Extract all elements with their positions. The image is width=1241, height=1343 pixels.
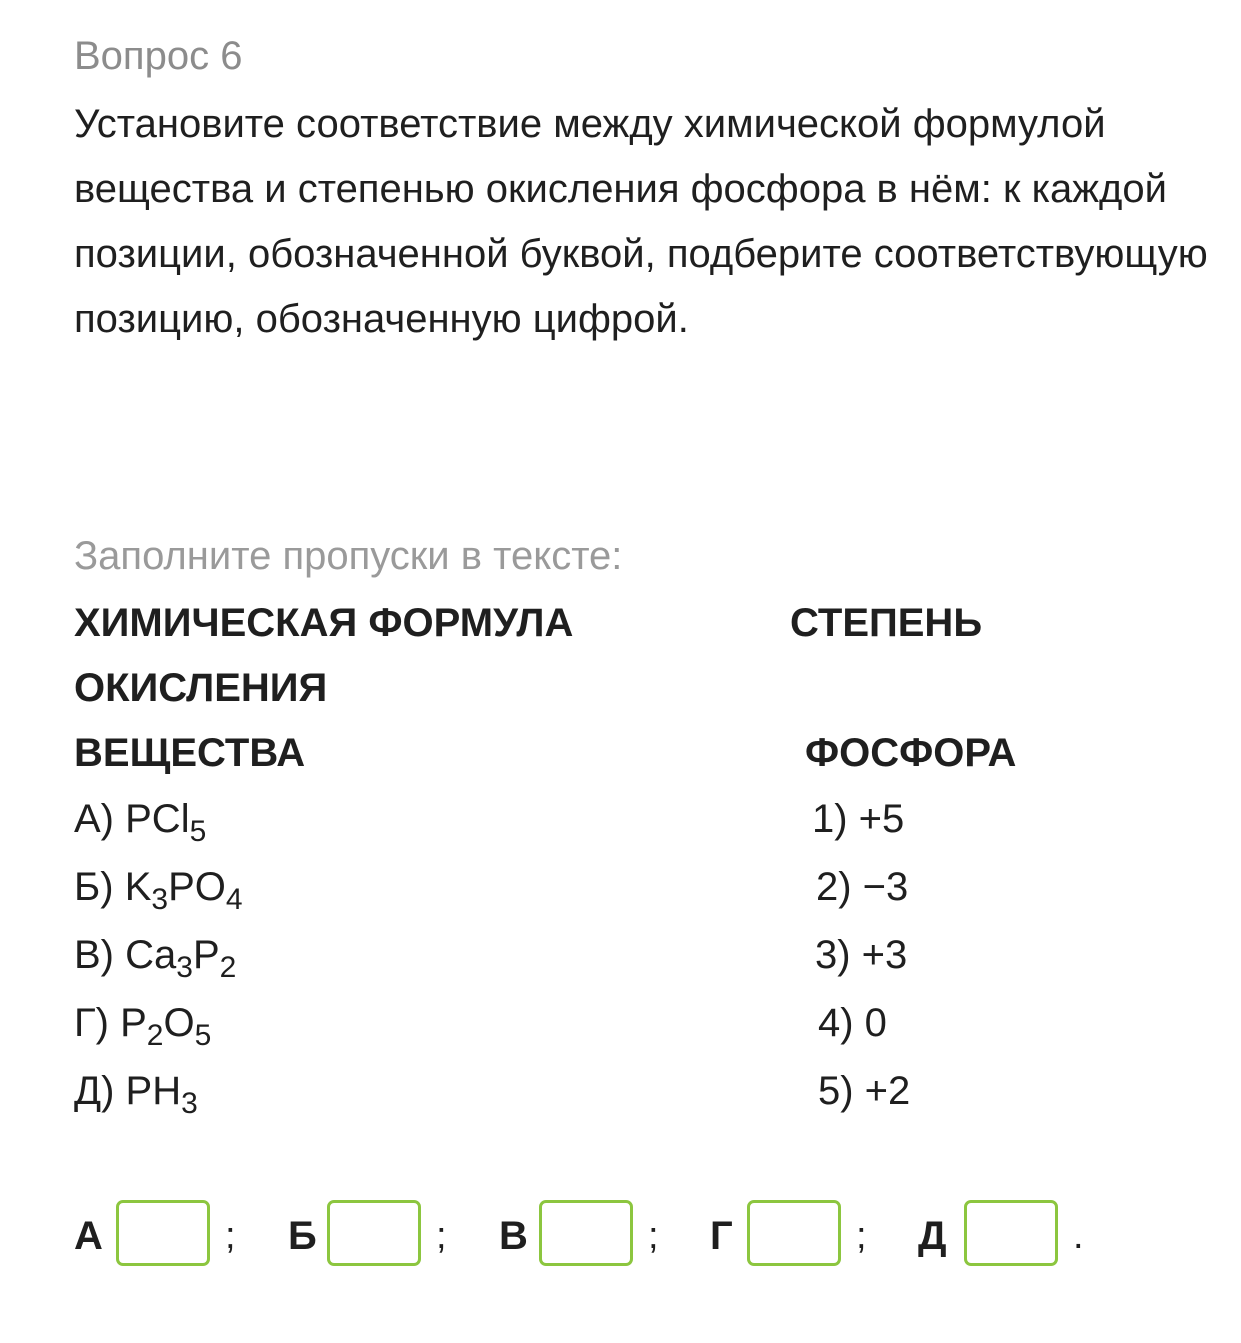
chemical-formula: $Ca_3P_2$ [125,933,237,984]
answer-separator: ; [648,1215,659,1257]
answer-input-d[interactable] [964,1200,1058,1266]
chemical-formula: PCl$_5$ [125,797,207,848]
oxidation-state-item: 2) −3 [816,865,909,909]
chemical-formula: $PH_3$ [125,1069,198,1120]
answer-separator: ; [225,1215,236,1257]
answer-input-a[interactable] [116,1200,210,1266]
header-oxidation-line3: ФОСФОРА [805,731,1017,775]
answer-label-a: А [74,1214,103,1258]
answer-input-b[interactable] [327,1200,421,1266]
substance-item: Б) $K_3PO_4$ [74,865,243,916]
header-formula-line1: ХИМИЧЕСКАЯ ФОРМУЛА [74,601,574,645]
answer-label-d: Д [918,1214,947,1258]
fill-prompt: Заполните пропуски в тексте: [74,534,623,578]
header-formula-line2: ОКИСЛЕНИЯ [74,666,328,710]
substance-item: А) PCl$_5$ [74,797,207,848]
header-formula-line3: ВЕЩЕСТВА [74,731,306,775]
answer-label-g: Г [710,1214,733,1258]
answer-period: . [1073,1215,1084,1257]
answer-row [0,1200,1241,1272]
answer-input-v[interactable] [539,1200,633,1266]
chemical-formula: $K_3PO_4$ [124,865,243,916]
oxidation-state-item: 5) +2 [818,1069,911,1113]
answer-input-g[interactable] [747,1200,841,1266]
substance-item: В) $Ca_3P_2$ [74,933,237,984]
header-oxidation-line1: СТЕПЕНЬ [790,601,983,645]
answer-separator: ; [436,1215,447,1257]
oxidation-state-item: 1) +5 [812,797,905,841]
substance-item: Д) $PH_3$ [74,1069,198,1120]
chemical-formula: $P_2O_5$ [120,1001,212,1052]
answer-label-b: Б [288,1214,317,1258]
answer-label-v: В [499,1214,528,1258]
answer-separator: ; [856,1215,867,1257]
substance-item: Г) $P_2O_5$ [74,1001,212,1052]
question-number: Вопрос 6 [74,34,243,78]
question-text: Установите соответствие между химической формулой вещества и степенью окисления фосфора в нём: к каждой позиции, обозначенной буквой, подберите соответствующую позицию, обозначенную цифрой. [74,102,1208,341]
oxidation-state-item: 3) +3 [815,933,908,977]
oxidation-state-item: 4) 0 [818,1001,887,1045]
